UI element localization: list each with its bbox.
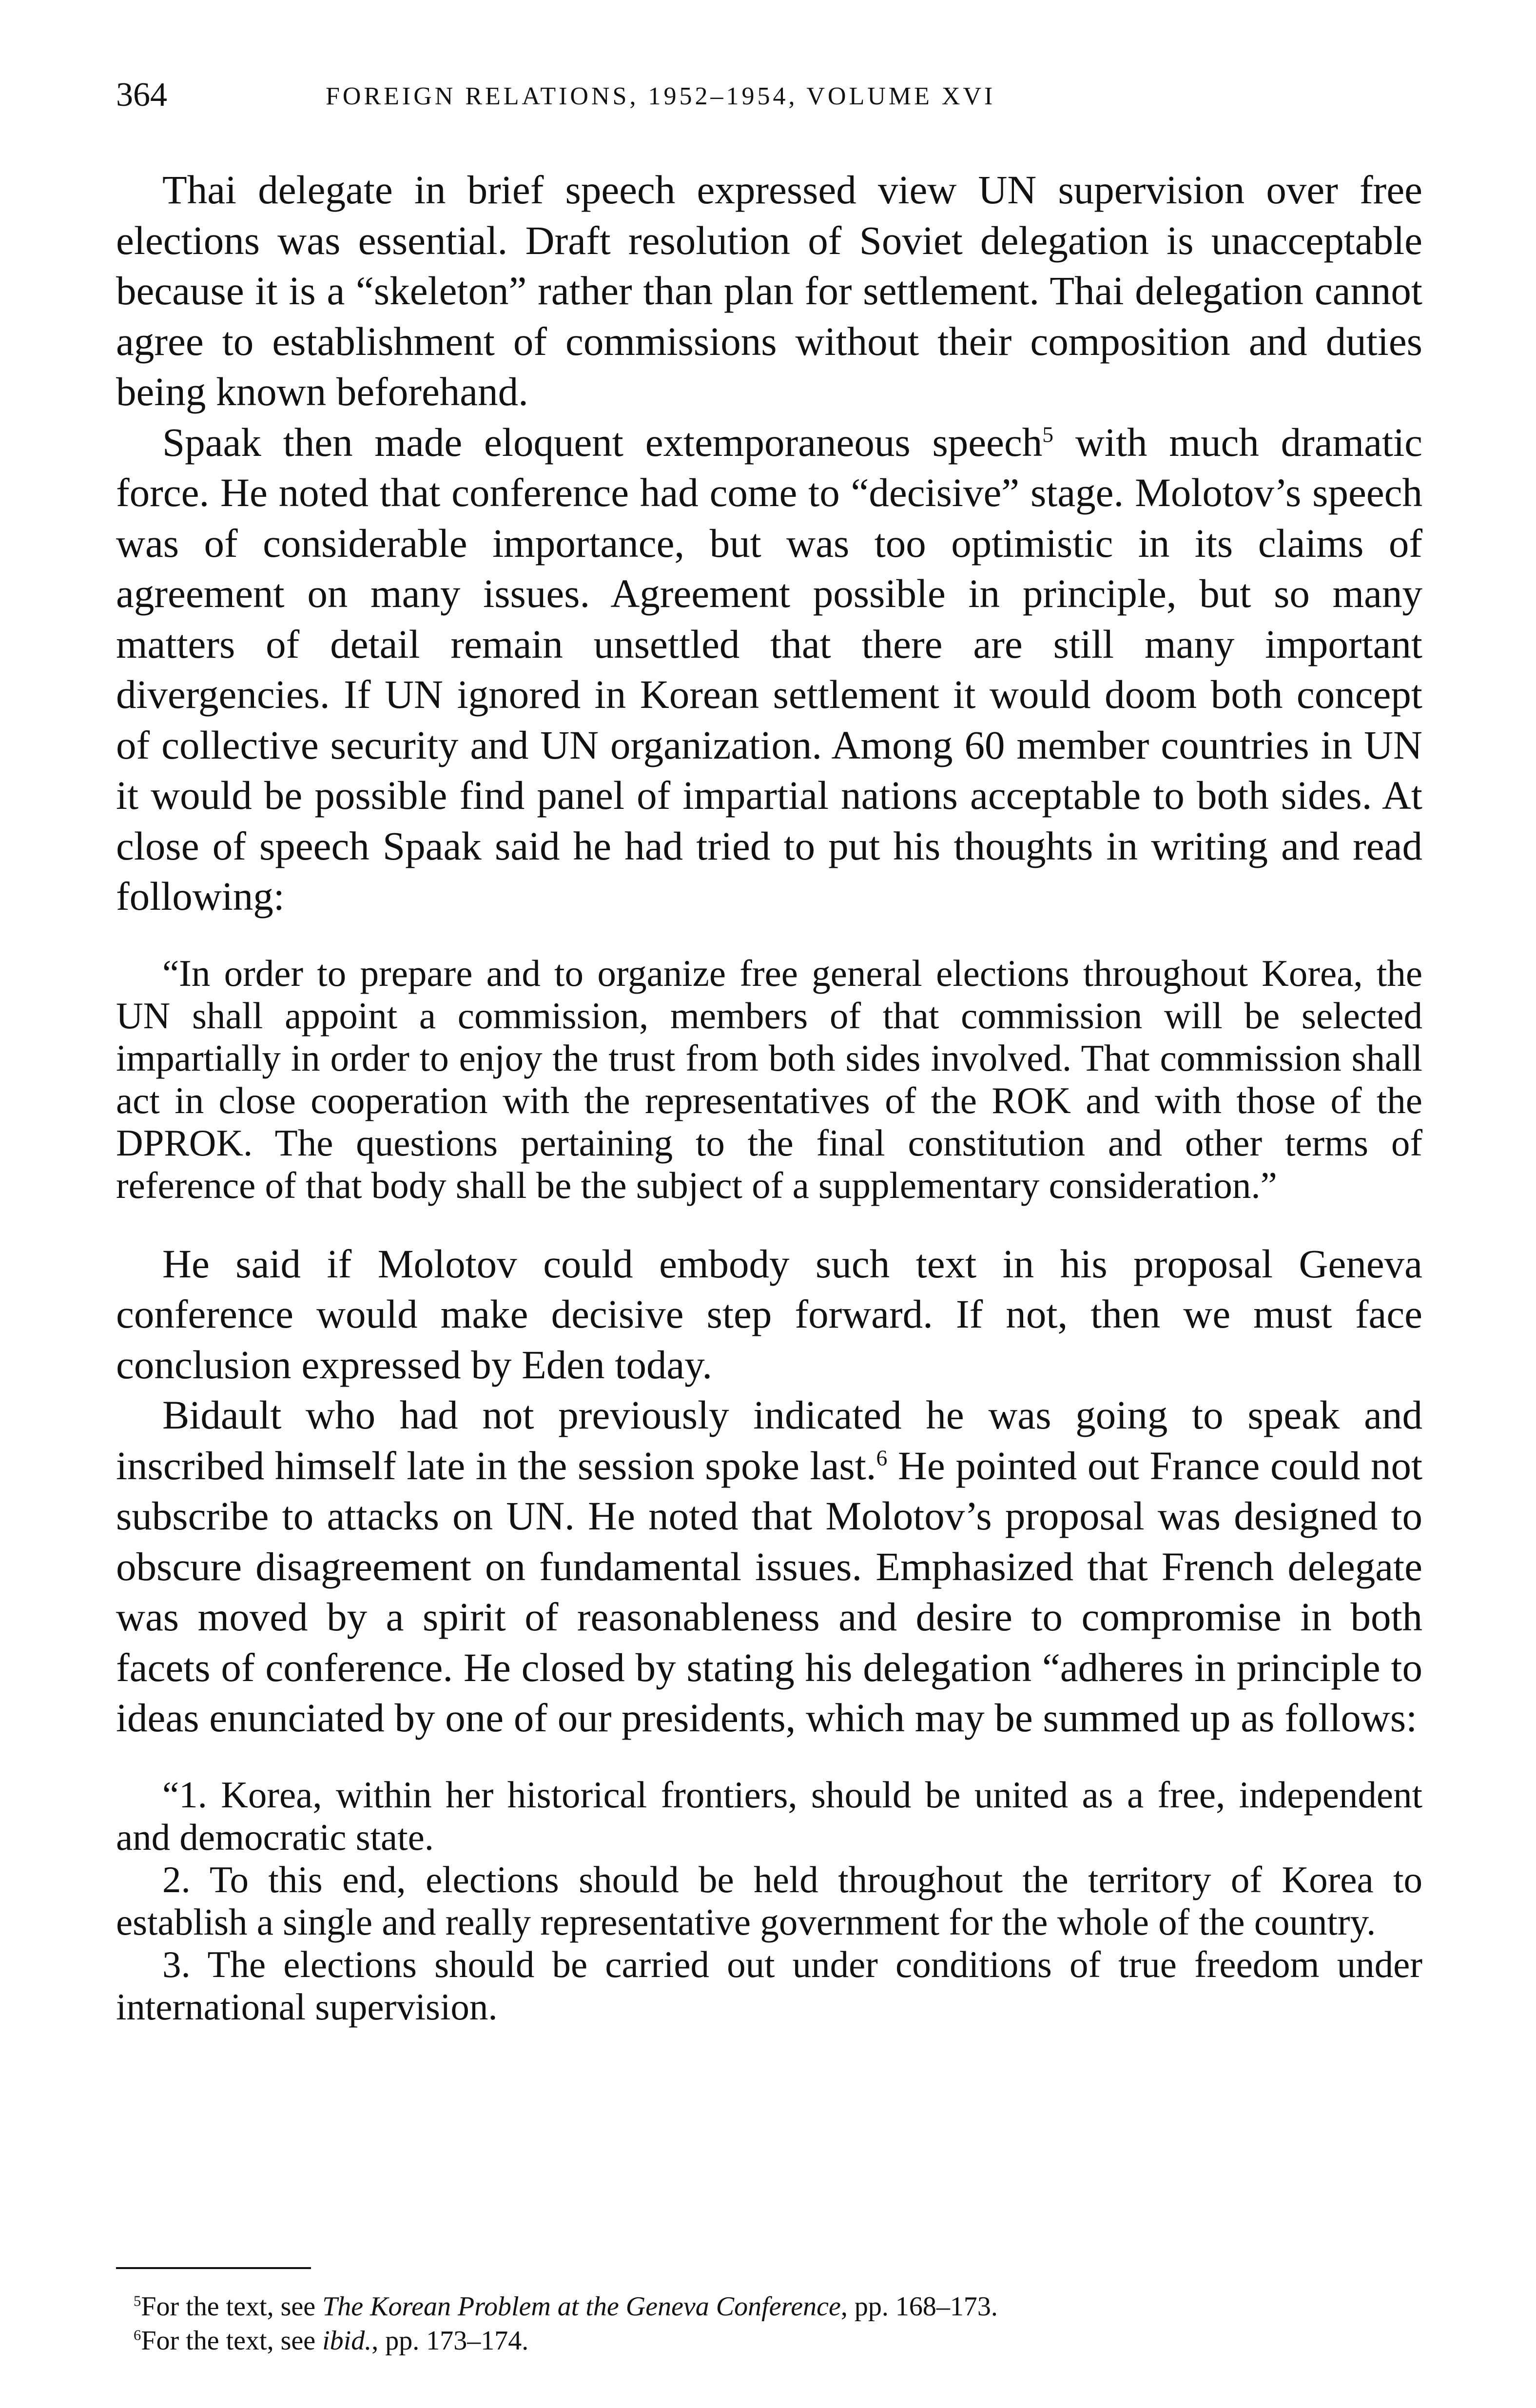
paragraph-text: with much dramatic force. He noted that conference had come to “decisive” stage. Molotov’s speech was of considerable importance, but was too optimistic in its claims of agreement on many issues. Agreement possible in principle, but so many matters of detail remain unsettled that there are still many important divergencies. If UN ignored in Korean settlement it would doom both concept of collective security and UN organization. Among 60 member countries in UN it would be possible find panel of impartial nations acceptable to both sides. At close of speech Spaak said he had tried to put his thoughts in writing and read following: [116, 419, 1422, 919]
footnote-text: For the text, see [141, 2291, 323, 2322]
footnote-text: For the text, see [141, 2326, 323, 2356]
paragraph-text: Bidault who had not previously indicated he was going to speak and inscribed himself late in the session spoke last. [116, 1392, 1422, 1488]
footnote-5 [116, 2290, 1422, 2324]
list-item: “1. Korea, within her historical frontiers, should be united as a free, independent and democratic state. [116, 1773, 1422, 1858]
footnote-text: , pp. 168–173. [840, 2291, 998, 2322]
body-text [116, 165, 1422, 2060]
quote-text: “In order to prepare and to organize free general elections throughout Korea, the UN shall appoint a commission, members of that commission will be selected impartially in order to enjoy the trust from both sides involved. That commission shall act in close cooperation with the representatives of the ROK and with those of the DPROK. The questions pertaining to the final constitution and other terms of reference of that body shall be the subject of a supplementary consideration.” [116, 952, 1422, 1206]
footnote-title: The Korean Problem at the Geneva Conference [322, 2291, 841, 2322]
footnote-mark: 5 [134, 2292, 141, 2310]
footnote-ref-5[interactable]: 5 [1042, 421, 1054, 447]
block-quote-spaak [116, 952, 1422, 1207]
list-item: 2. To this end, elections should be held throughout the territory of Korea to establish a single and really representative government for the whole of the country. [116, 1858, 1422, 1943]
footnote-mark: 6 [134, 2327, 141, 2344]
footnote-ref-6[interactable]: 6 [876, 1445, 888, 1470]
block-quote-principles [116, 1774, 1422, 2028]
page-header [116, 73, 1422, 132]
paragraph-molotov-proposal: He said if Molotov could embody such text in his proposal Geneva conference would make decisive step forward. If not, then we must face conclusion expressed by Eden today. [116, 1241, 1422, 1387]
paragraph-text: Spaak then made eloquent extemporaneous speech [162, 419, 1043, 465]
paragraph-thai-delegate: Thai delegate in brief speech expressed view UN supervision over free elections was essential. Draft resolution of Soviet delegation is unacceptable because it is a “skeleton” rather than plan for settlement. Thai delegation cannot agree to establishment of commissions without their composition and duties being known beforehand. [116, 167, 1422, 414]
list-item: 3. The elections should be carried out under conditions of true freedom under international supervision. [116, 1943, 1422, 2028]
footnote-divider [116, 2267, 311, 2269]
footnote-text: , pp. 173–174. [371, 2326, 529, 2356]
paragraph-bidault [116, 1390, 1422, 1743]
paragraph-text: He pointed out France could not subscribe to attacks on UN. He noted that Molotov’s proposal was designed to obscure disagreement on fundamental issues. Emphasized that French delegate was moved by a spirit of reasonableness and desire to compromise in both facets of conference. He closed by stating his delegation “adheres in principle to ideas enunciated by one of our presidents, which may be summed up as follows: [116, 1443, 1422, 1740]
footnotes [116, 2267, 1422, 2358]
footnote-title: ibid. [322, 2326, 372, 2356]
running-head: FOREIGN RELATIONS, 1952–1954, VOLUME XVI [326, 82, 996, 110]
footnote-6 [116, 2324, 1422, 2358]
page-number: 364 [116, 76, 167, 114]
paragraph-spaak-speech [116, 417, 1422, 922]
